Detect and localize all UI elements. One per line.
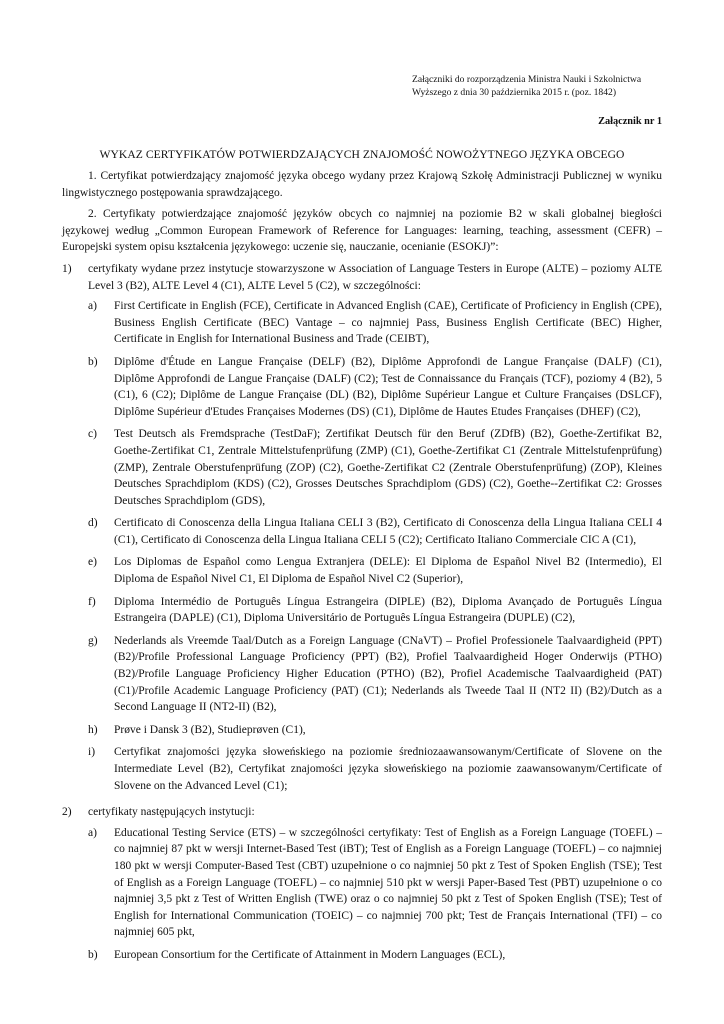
annex-label: Załącznik nr 1 (598, 116, 662, 127)
sub-item-1h (88, 722, 662, 739)
sub-item-label: f) (88, 595, 96, 608)
numbered-item-text: certyfikaty następujących instytucji: (88, 806, 255, 819)
numbered-item-label: 2) (62, 806, 72, 819)
sub-item-2a (88, 825, 662, 941)
sub-item-1g (88, 633, 662, 716)
sub-item-text: Prøve i Dansk 3 (B2), Studieprøven (C1), (114, 723, 306, 736)
sub-item-label: d) (88, 517, 98, 530)
sub-item-text: Test Deutsch als Fremdsprache (TestDaF); Zertifikat Deutsch für den Beruf (ZDfB) (B2), Goethe-Zertifikat B2, Goethe-Zertifikat C1, Zentrale Mittelstufenprüfung (ZMP) (C1), Goethe-Zertifikat C1 (Zentrale Mittelstufenprüfung) (ZMP), Zentrale Oberstufenprüfung (ZOP) (C2), Goethe-Zertifikat C2 (Zentrale Oberstufenprüfung) (ZOP), Kleines Deutsches Sprachdiplom (KDS) (C2), Grosses Deutsches Sprachdiplom (GDS) (C2), Goethe--Zertifikat C2: Grosses Deutsches Sprachdiplom (GDS), (114, 428, 662, 507)
sub-item-1e (88, 554, 662, 587)
sub-item-1a (88, 298, 662, 348)
numbered-item-label: 1) (62, 262, 72, 275)
paragraph-2: 2. Certyfikaty potwierdzające znajomość języków obcych co najmniej na poziomie B2 w skali globalnej biegłości językowej według „Common European Framework of Reference for Languages: learning, teaching, assessment (CEFR) – Europejski system opisu kształcenia językowego: uczenie się, nauczanie, ocenianie (ESOKJ)”: (62, 208, 662, 254)
sub-item-1b (88, 354, 662, 420)
sub-item-text: Educational Testing Service (ETS) – w szczególności certyfikaty: Test of English as a Foreign Language (TOEFL) – co najmniej 87 pkt w wersji Internet-Based Test (iBT); Test of English as a Foreign Language (TOEFL) – co najmniej 180 pkt w wersji Computer-Based Test (CBT) uzupełnione o co najmniej 50 pkt z Test of Spoken English (TSE); Test of English as a Foreign Language (TOEFL) – co najmniej 510 pkt w wersji Paper-Based Test (PBT) uzupełnione o co najmniej 3,5 pkt z Test of Written English (TWE) oraz o co najmniej 50 pkt z Test of Spoken English (TSE); Test of English for International Communication (TOEIC) – co najmniej 700 pkt; Test de Français International (TFI) – co najmniej 605 pkt, (114, 826, 662, 939)
sub-list (88, 298, 662, 794)
sub-item-text: Diploma Intermédio de Português Língua Estrangeira (DIPLE) (B2), Diploma Avançado de Português Língua Estrangeira (DAPLE) (C1), Diploma Universitário de Português Língua Estrangeira (DUPLE) (C2), (114, 595, 662, 625)
sub-item-label: e) (88, 556, 97, 569)
sub-item-text: Certificato di Conoscenza della Lingua Italiana CELI 3 (B2), Certificato di Conoscenza della Lingua Italiana CELI 4 (C1), Certificato di Conoscenza della Lingua Italiana CELI 5 (C2); Certificato Italiano Commerciale CIC A (C1), (114, 517, 662, 546)
sub-item-label: g) (88, 634, 98, 647)
numbered-item-body (88, 804, 662, 969)
sub-item-text: Nederlands als Vreemde Taal/Dutch as a Foreign Language (CNaVT) – Profiel Professionele Taalvaardigheid (PPT) (B2)/Profile Professional Language Proficiency (PPT) (B2), Profiel Taalvaardigheid Hoger Onderwijs (PTHO) (B2)/Profile Language Proficiency Higher Education (PTHO) (B2), Profiel Academische Taalvaardigheid (PAT) (C1)/Profile Academic Language Proficiency (PAT) (C1); Nederlands als Tweede Taal II (NT2 II) (B2)/Dutch as a Second Language II (NT2-II) (B2), (114, 634, 662, 714)
sub-item-label: c) (88, 428, 97, 441)
numbered-item-body (88, 261, 662, 800)
sub-item-text: Diplôme d'Étude en Langue Française (DELF) (B2), Diplôme Approfondi de Langue Française (DALF) (C1), Diplôme Approfondi de Langue Française (DALF) (C2); Test de Connaissance du Français (TCF), poziomy 4 (B2), 5 (C1), 6 (C2); Diplôme de Langue Française (DL) (B2), Diplôme Supérieur Langue et Culture Françaises (DSLCF), Diplôme Supérieur d'Etudes Françaises Modernes (DS) (C1), Diplôme de Hautes Etudes Françaises (DHEF) (C2), (114, 355, 662, 418)
sub-item-text: Los Diplomas de Español como Lengua Extranjera (DELE): El Diploma de Español Nivel B2 (Intermedio), El Diploma de Español Nivel C1, El Diploma de Español Nivel C2 (Superior), (114, 556, 662, 586)
sub-item-label: h) (88, 723, 98, 736)
sub-item-label: a) (88, 300, 97, 313)
sub-item-text: First Certificate in English (FCE), Certificate in Advanced English (CAE), Certificate of Proficiency in English (CPE), Business English Certificate (BEC) Vantage – co najmniej Pass, Business English Certificate (BEC) Higher, Certificate in English for International Business and Trade (CEIBT), (114, 300, 662, 346)
sub-item-label: b) (88, 355, 98, 368)
header-note-line-1: Załączniki do rozporządzenia Ministra Nauki i Szkolnictwa (412, 74, 642, 85)
numbered-item-2 (62, 804, 662, 969)
document-title: WYKAZ CERTYFIKATÓW POTWIERDZAJĄCYCH ZNAJOMOŚĆ NOWOŻYTNEGO JĘZYKA OBCEGO (99, 148, 625, 161)
sub-item-1d (88, 515, 662, 548)
header-note-line-2: Wyższego z dnia 30 października 2015 r. (poz. 1842) (412, 86, 617, 98)
numbered-item-1 (62, 261, 662, 800)
sub-item-label: a) (88, 826, 97, 839)
sub-item-text: European Consortium for the Certificate of Attainment in Modern Languages (ECL), (114, 948, 506, 961)
sub-item-label: i) (88, 746, 96, 759)
sub-item-1f (88, 594, 662, 627)
sub-item-1c (88, 426, 662, 509)
numbered-item-text: certyfikaty wydane przez instytucje stowarzyszone w Association of Language Testers in Europe (ALTE) – poziomy ALTE Level 3 (B2), ALTE Level 4 (C1), ALTE Level 5 (C2), w szczególności: (88, 262, 662, 292)
paragraph-1: 1. Certyfikat potwierdzający znajomość języka obcego wydany przez Krajową Szkołę Administracji Publicznej w wyniku lingwistycznego postępowania sprawdzającego. (62, 170, 662, 199)
sub-item-label: b) (88, 948, 98, 961)
sub-item-2b (88, 947, 662, 964)
sub-item-1i (88, 744, 662, 794)
sub-list (88, 825, 662, 964)
sub-item-text: Certyfikat znajomości języka słoweńskiego na poziomie średniozaawansowanym/Certificate of Slovene on the Intermediate Level (B2), Certyfikat znajomości języka słoweńskiego na poziomie zaawansowanym/Certificate of Slovene on the Advanced Level (C1); (114, 746, 662, 792)
document-body (62, 168, 662, 970)
header-note (412, 74, 682, 99)
